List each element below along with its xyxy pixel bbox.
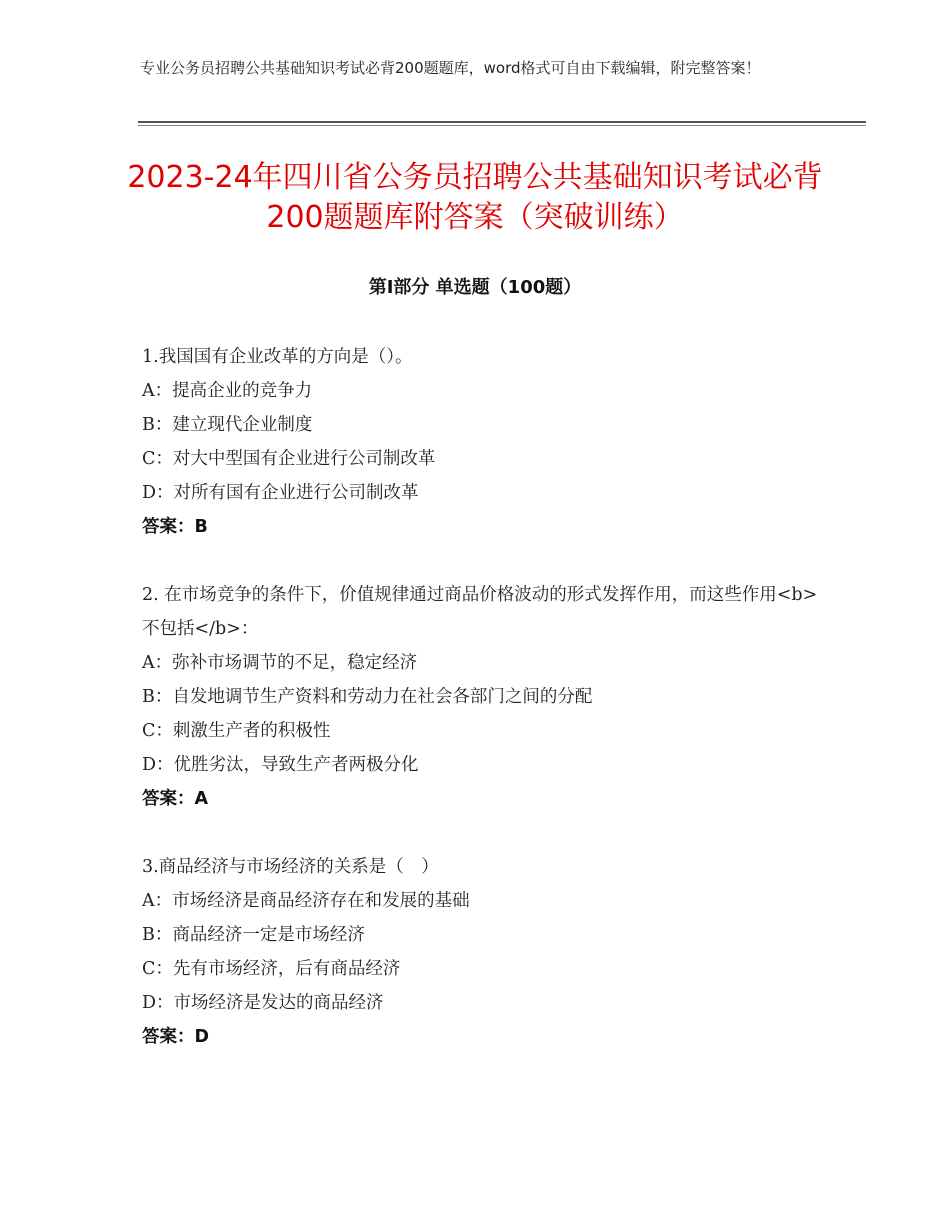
option-c: C：刺激生产者的积极性 — [142, 721, 331, 741]
question-list — [142, 340, 822, 1088]
document-title: 2023-24年四川省公务员招聘公共基础知识考试必背200题题库附答案（突破训练） — [127, 160, 823, 235]
answer: 答案：D — [142, 1027, 210, 1047]
question-stem: 1.我国国有企业改革的方向是（）。 — [142, 347, 413, 367]
option-c: C：对大中型国有企业进行公司制改革 — [142, 449, 436, 469]
option-c: C：先有市场经济，后有商品经济 — [142, 959, 401, 979]
option-a: A：弥补市场调节的不足，稳定经济 — [142, 653, 418, 673]
option-b: B：自发地调节生产资料和劳动力在社会各部门之间的分配 — [142, 687, 593, 707]
option-b: B：商品经济一定是市场经济 — [142, 925, 365, 945]
question-2 — [142, 578, 822, 816]
question-3 — [142, 850, 822, 1054]
option-d: D：优胜劣汰，导致生产者两极分化 — [142, 755, 419, 775]
answer: 答案：B — [142, 517, 208, 537]
header-divider-thin — [138, 125, 866, 126]
header-note: 专业公务员招聘公共基础知识考试必背200题题库，word格式可自由下载编辑，附完整答案！ — [140, 59, 761, 77]
header-divider — [138, 121, 866, 123]
section-title: 第I部分 单选题（100题） — [368, 277, 582, 298]
option-d: D：对所有国有企业进行公司制改革 — [142, 483, 419, 503]
option-a: A：市场经济是商品经济存在和发展的基础 — [142, 891, 470, 911]
question-1 — [142, 340, 822, 544]
option-b: B：建立现代企业制度 — [142, 415, 313, 435]
option-d: D：市场经济是发达的商品经济 — [142, 993, 384, 1013]
question-stem: 2. 在市场竞争的条件下，价值规律通过商品价格波动的形式发挥作用，而这些作用<b>不包括</b>： — [142, 585, 818, 639]
option-a: A：提高企业的竞争力 — [142, 381, 313, 401]
answer: 答案：A — [142, 789, 209, 809]
question-stem: 3.商品经济与市场经济的关系是（ ） — [142, 857, 439, 877]
